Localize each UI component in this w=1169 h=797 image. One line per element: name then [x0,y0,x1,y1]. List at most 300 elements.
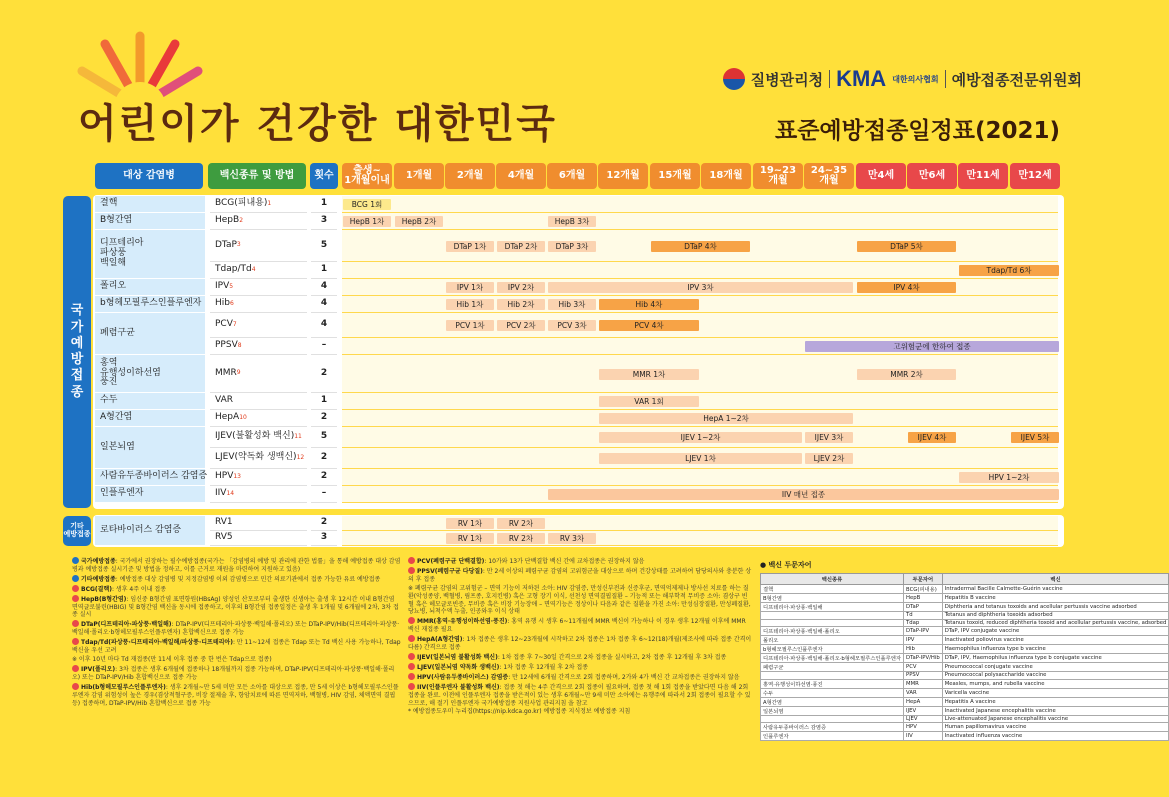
schedule-bar: LJEV 1차 [599,453,802,464]
row-vaccine [210,262,307,279]
row-disease: 사람유두종바이러스 감염증 [95,469,205,486]
row-vaccine-name: IPV [215,281,230,292]
abbr-cell: Tetanus and diphtheria toxoids adsorbed [942,612,1169,620]
logo-divider [829,70,830,88]
abbr-cell: DTaP-IPV [904,627,943,636]
header-age-3: 4개월 [496,163,546,189]
footnote-bullet-icon [72,585,79,592]
row-grid-1 [342,213,1058,230]
abbr-cell: Measles, mumps, and rubella vaccine [942,679,1169,688]
schedule-bar: RV 1차 [446,533,494,544]
header-age-8: 19~23 개월 [753,163,803,189]
footnote-text: : 1차 접종 후 7~30일 간격으로 2차 접종을 실시하고, 2차 접종 후 12개월 후 3차 접종 [497,653,727,661]
row-count: – [311,338,337,355]
footnote-title: HPV(사람유두종바이러스) 감염증 [417,673,509,681]
row-disease: A형간염 [95,410,205,427]
row-vaccine-name: Hib [215,298,230,309]
row-count: 3 [311,213,337,230]
row-vaccine [210,213,307,230]
footnote-text: : 접종 첫 해는 4주 간격으로 2회 접종이 필요하며, 접종 첫 해 1회 접종을 받았다면 다음 해 2회 접종을 완료. 이전에 인플루엔자 접종을 받은적이 있는 생후 6개월~만 9세 미만 소아에는 유행주에 따라서 2회 접종이 필요할 수 있으므로, 해 절기 인플루엔자 국가예방접종 지원사업 관리지침 을 참고 [408,683,751,707]
footnote-title: LJEV(일본뇌염 약독화 생백신) [417,663,500,671]
side-char: 방 [70,352,84,367]
abbr-cell: 결핵 [761,585,904,594]
footnote-bullet-icon [408,663,415,670]
row-vaccine [210,338,307,355]
footnote-title: HepB(B형간염) [81,595,127,603]
row-vaccine-name: HepA [215,412,240,423]
footnote-item [72,557,402,574]
footnote-bullet-icon [72,683,79,690]
abbr-row [761,688,1169,697]
abbreviation-title: ● 백신 두문자어 [760,561,812,569]
footnote-title: DTaP(디프테리아·파상풍·백일해) [81,621,172,629]
organization-logos [723,66,1082,92]
footnotes-left [72,557,402,708]
header-age-6: 15개월 [650,163,700,189]
row-grid-0 [342,196,1058,213]
abbr-cell [761,672,904,680]
header-vaccine: 백신종류 및 방법 [208,163,306,189]
schedule-bar: LJEV 2차 [805,453,853,464]
schedule-bar: IPV 1차 [446,282,494,293]
footnote-marker: 10 [239,413,247,421]
other-vaccination-label [63,516,91,546]
row-disease: 폴리오 [95,279,205,296]
row-disease: b형헤모필루스인플루엔자 [95,296,205,313]
row-vaccine-name: BCG(피내용) [215,198,268,209]
abbr-header-cell: 백신 [942,574,1169,585]
schedule-bar: Hib 4차 [599,299,699,310]
footnote-text: : 3차 접종은 생후 6개월에 접종하나 18개월까지 접종 가능하며, DTaP-IPV(디프테리아·파상풍·백일해·폴리오) 또는 DTaP-IPV/Hib 혼합백신으로 접종 가능 [72,665,395,681]
schedule-bar: RV 2차 [497,518,545,529]
row-vaccine [210,196,307,213]
row-count: 2 [311,448,337,469]
footnote-marker: 3 [236,241,241,249]
abbr-cell: Tetanus toxoid, reduced diphtheria toxoid and acellular pertussis vaccine, adsorbed [942,619,1169,627]
row-vaccine [210,279,307,296]
abbr-cell: Inactivated poliovirus vaccine [942,636,1169,645]
abbr-cell: 사람유두종바이러스 감염증 [761,723,904,732]
abbr-cell: IIV [904,732,943,741]
footnote-title: MMR(홍역·유행성이하선염·풍진) [417,618,508,626]
footnote-item [408,653,752,662]
schedule-bar: HepA 1~2차 [599,413,853,424]
footnote-marker: 12 [296,453,305,461]
abbr-cell [761,715,904,723]
footnote-marker: 2 [239,216,244,224]
row-count: 2 [311,355,337,393]
abbr-cell: PCV [904,663,943,672]
footnote-text: : 임신중 B형간염 표면항원(HBsAg) 양성인 산모로부터 출생한 신생아는 출생 후 12시간 이내 B형간염 면역글로불린(HBIG) 및 B형간염 백신을 동시에 접종하고, 이후의 B형간염 접종일정은 출생 후 1개월 및 6개월에 2차, 3차 접종 실시 [72,595,399,619]
row-count: 5 [311,230,337,262]
row-vaccine [210,230,307,262]
schedule-bar: HepB 2차 [395,216,443,227]
footnotes-right [408,557,752,717]
other-vaccine-name: RV1 [215,517,233,528]
footnote-item [408,557,752,566]
abbr-cell: DTaP, IPV conjugate vaccine [942,627,1169,636]
footnote-item [408,663,752,672]
row-disease: 결핵 [95,196,205,213]
row-grid-9 [342,393,1058,410]
footnote-item [72,665,402,682]
header-disease: 대상 감염병 [95,163,203,189]
national-vaccination-label [63,196,91,508]
abbr-cell: BCG(피내용) [904,585,943,594]
row-count: 4 [311,279,337,296]
abbr-cell: 인플루엔자 [761,732,904,741]
footnote-bullet-icon [408,683,415,690]
footnote-bullet-icon [72,638,79,645]
schedule-bar: PCV 2차 [497,320,545,331]
schedule-bar: Hib 1차 [446,299,494,310]
abbr-cell: IJEV [904,706,943,715]
header-age-10: 만4세 [856,163,906,189]
row-disease: 폐렴구균 [95,313,205,355]
header-count: 횟수 [310,163,338,189]
header-age-0: 출생~ 1개월이내 [342,163,392,189]
abbr-cell: Haemophilus influenza type b vaccine [942,645,1169,654]
footnote-bullet-icon [408,635,415,642]
abbr-row [761,654,1169,663]
footnote-item [72,683,402,708]
row-vaccine-name: Tdap/Td [215,264,252,275]
footnote-marker: 14 [226,489,235,497]
abbr-header-cell: 백신종류 [761,574,904,585]
row-vaccine [210,355,307,393]
abbr-cell: B형간염 [761,594,904,603]
abbr-cell: MMR [904,679,943,688]
row-vaccine [210,296,307,313]
abbr-cell: 폴리오 [761,636,904,645]
kdca-emblem-icon [723,68,745,90]
schedule-bar: PCV 1차 [446,320,494,331]
header-age-4: 6개월 [547,163,597,189]
footnote-title: IPV(폴리오) [81,665,116,673]
other-vaccine [210,516,307,531]
other-vaccine-name: RV5 [215,532,233,543]
abbr-cell: Tdap [904,619,943,627]
footnote-text: * 예방접종도우미 누리집(https://nip.kdca.go.kr) 예방접종 지식정보 예방접종 지침 [408,708,631,716]
footnote-title: HepA(A형간염) [417,636,463,644]
vaccine-abbreviation-table [760,560,1167,741]
org-committee: 예방접종전문위원회 [951,70,1082,89]
abbr-cell: IPV [904,636,943,645]
schedule-bar: Hib 3차 [548,299,596,310]
row-disease: 일본뇌염 [95,427,205,469]
other-disease: 로타바이러스 감염증 [95,516,205,546]
abbr-row [761,706,1169,715]
row-disease: 인플루엔자 [95,486,205,503]
footnote-text: : 1차 접종 후 12개월 후 2차 접종 [499,663,589,671]
abbr-cell: b형헤모필루스인플루엔자 [761,645,904,654]
footnote-text: : 10가와 13가 단백결합 백신 간에 교차접종은 권장하지 않음 [484,558,645,565]
footnote-bullet-icon [72,665,79,672]
org-kma-sub: 대한의사협회 [892,74,939,84]
footnote-bullet-icon [72,575,79,582]
footnote-marker: 7 [232,320,237,328]
schedule-bar: PCV 4차 [599,320,699,331]
footnote-bullet-icon [408,557,415,564]
row-count: 4 [311,313,337,338]
schedule-bar: HepB 3차 [548,216,596,227]
schedule-bar: RV 2차 [497,533,545,544]
logo-divider [945,70,946,88]
footnote-text: : 1차 접종은 생후 12~23개월에 시작하고 2차 접종은 1차 접종 후 6~12(18)개월(제조사에 따라 접종 간격이 다름) 간격으로 접종 [408,636,752,652]
row-vaccine [210,486,307,503]
abbr-header-cell: 두문자어 [904,574,943,585]
header-age-12: 만11세 [958,163,1008,189]
footnote-bullet-icon [408,567,415,574]
row-vaccine-name: DTaP [215,239,237,250]
footnote-marker: 4 [251,265,256,273]
abbr-cell: HepB [904,594,943,603]
main-title: 어린이가 건강한 대한민국 [78,100,557,147]
abbr-row [761,663,1169,672]
side-char: 접 [70,368,84,384]
abbr-cell: PPSV [904,672,943,680]
schedule-bar: PCV 3차 [548,320,596,331]
row-vaccine-name: MMR [215,367,237,378]
footnote-bullet-icon [408,673,415,680]
row-vaccine-name: HPV [215,471,234,482]
footnote-title: IIV(인플루엔자 불활성화 백신) [417,683,500,691]
footnote-text: : DTaP-IPV(디프테리아·파상풍·백일해·폴리오) 또는 DTaP-IPV/Hib(디프테리아·파상풍·백일해·폴리오·b형헤모필루스인플루엔자) 혼합백신으로 접종 가능 [72,621,400,637]
footnote-marker: 11 [294,432,302,440]
footnote-item [408,708,752,716]
schedule-bar: IJEV 1~2차 [599,432,802,443]
other-count: 3 [311,531,337,546]
abbr-cell: Td [904,612,943,620]
header-age-2: 2개월 [445,163,495,189]
schedule-bar: HPV 1~2차 [959,472,1059,483]
abbr-row [761,697,1169,706]
footnote-text: : 만 11~12세 접종은 Tdap 또는 Td 백신 사용 가능하나, Tdap 백신을 우선 고려 [72,639,401,655]
footnote-item [408,673,752,682]
abbr-cell: DTaP, IPV, Haemophilus influenza type b conjugate vaccine [942,654,1169,663]
side-char: 가 [70,319,84,335]
footnote-marker: 8 [237,341,242,349]
row-vaccine [210,469,307,486]
abbr-cell: DTaP-IPV/Hib [904,654,943,663]
abbr-cell: Hepatitis A vaccine [942,697,1169,706]
footnote-bullet-icon [72,557,79,564]
footnote-item [408,567,752,584]
org-kma: KMA [836,66,887,91]
schedule-bar: IJEV 5차 [1011,432,1059,443]
abbr-cell: LJEV [904,715,943,723]
footnote-item [72,656,402,664]
row-grid-3 [342,262,1058,279]
footnote-title: PCV(폐렴구균 단백결합) [417,558,485,565]
footnote-bullet-icon [72,620,79,627]
abbr-cell: Live-attenuated Japanese encephalitis vaccine [942,715,1169,723]
footnote-text: : 생후 4주 이내 접종 [111,585,167,593]
schedule-bar: IPV 3차 [548,282,853,293]
abbr-cell: HPV [904,723,943,732]
row-vaccine-name: IIV [215,488,227,499]
footnote-text: : 홍역 유행 시 생후 6~11개월에 MMR 백신이 가능하나 이 경우 생후 12개월 이후에 MMR 백신 재접종 필요 [408,618,746,634]
schedule-bar: DTaP 1차 [446,241,494,252]
abbr-cell: Pneumococcal polysaccharide vaccine [942,672,1169,680]
footnote-title: 기타예방접종 [81,575,116,583]
abbr-cell: 홍역·유행성이하선염·풍진 [761,679,904,688]
abbr-cell: 폐렴구균 [761,663,904,672]
footnote-title: IJEV(일본뇌염 불활성화 백신) [417,653,498,661]
abbr-row [761,679,1169,688]
footnote-marker: 6 [229,299,234,307]
footnote-item [408,617,752,634]
row-count: 2 [311,469,337,486]
footnote-marker: 1 [267,199,272,207]
schedule-bar: IPV 2차 [497,282,545,293]
row-disease: 홍역 유행성이하선염 풍진 [95,355,205,393]
abbr-cell: HepA [904,697,943,706]
header-age-1: 1개월 [394,163,444,189]
footnote-bullet-icon [72,595,79,602]
abbr-cell: 수두 [761,688,904,697]
row-count: 1 [311,196,337,213]
side-char: 국 [70,303,84,319]
footnote-item [72,595,402,620]
schedule-bar: DTaP 4차 [651,241,750,252]
footnote-text: ※ 이후 10년 마다 Td 재접종(만 11세 이후 접종 중 한 번은 Tdap으로 접종) [72,655,272,663]
schedule-bar: VAR 1회 [599,396,699,407]
footnote-marker: 9 [236,369,241,377]
footnote-text: ※ 폐렴구균 감염의 고위험군 – 면역 기능이 저하된 소아: HIV 감염증, 만성신부전과 신증후군, 면역억제제나 방사선 치료를 하는 질환(악성종양, 백혈병, 림프종, 호지킨병) 혹은 고형 장기 이식, 선천성 면역결핍질환 – 기능적 또는 해부학적 무비증 소아: 겸상구 빈혈 혹은 헤모글로빈증, 무비증 혹은 비장 기능장애 – 면역기능은 정상이나 다음과 같은 질환을 가진 소아: 만성심장질환, 만성폐질환, 당뇨병, 뇌척수액 누출, 인공와우 이식 상태 [408,584,751,616]
other-vaccine [210,531,307,546]
row-vaccine-name: VAR [215,395,233,406]
schedule-bar: MMR 1차 [599,369,699,380]
row-count: 5 [311,427,337,448]
row-vaccine-name: PCV [215,319,233,330]
row-count: 4 [311,296,337,313]
footnote-item [72,575,402,584]
abbr-row [761,672,1169,680]
row-count: 2 [311,410,337,427]
schedule-bar: DTaP 3차 [548,241,596,252]
footnote-marker: 5 [229,282,234,290]
footnote-marker: 13 [233,472,241,480]
abbr-cell: Varicella vaccine [942,688,1169,697]
footnote-item [72,620,402,637]
schedule-bar: 고위험군에 한하여 접종 [805,341,1059,352]
schedule-bar: Tdap/Td 6차 [959,265,1059,276]
abbr-cell: 디프테리아·파상풍·백일해·폴리오·b형헤모필루스인플루엔자 [761,654,904,663]
abbr-cell: Pneumococcal conjugate vaccine [942,663,1169,672]
footnote-item [72,638,402,655]
row-count: 1 [311,262,337,279]
row-count: – [311,486,337,503]
footnote-bullet-icon [408,653,415,660]
footnote-text: : 만 12세에 6개월 간격으로 2회 접종하며, 2가와 4가 백신 간 교차접종은 권장하지 않음 [508,673,740,681]
schedule-bar: DTaP 5차 [857,241,956,252]
schedule-title: 표준예방접종일정표(2021) [775,118,1060,144]
abbr-row [761,732,1169,741]
footnote-title: 국가예방접종 [81,558,116,565]
header-age-13: 만12세 [1010,163,1060,189]
schedule-bar: IJEV 3차 [805,432,853,443]
abbr-row [761,723,1169,732]
footnote-title: PPSV(폐렴구균 다당질) [417,567,483,575]
abbr-row [761,603,1169,612]
abbr-row [761,619,1169,627]
footnote-item [408,585,752,617]
row-grid-13 [342,469,1058,486]
abbr-row [761,645,1169,654]
header-age-5: 12개월 [598,163,648,189]
abbr-cell: 일본뇌염 [761,706,904,715]
abbr-row [761,627,1169,636]
schedule-bar: Hib 2차 [497,299,545,310]
abbr-cell [761,619,904,627]
schedule-bar: MMR 2차 [857,369,956,380]
row-vaccine-name: IJEV(불활성화 백신) [215,431,295,442]
footnote-text: : 예방접종 대상 감염병 및 지정감염병 이외 감염병으로 민간 의료기관에서 접종 가능한 유료 예방접종 [115,575,381,583]
side-char: 예방접종 [63,530,91,538]
abbr-cell [761,612,904,620]
row-vaccine [210,313,307,338]
abbr-cell: Inactivated influenza vaccine [942,732,1169,741]
side-char: 예 [70,335,84,351]
schedule-bar: RV 1차 [446,518,494,529]
side-char: 기타 [70,522,84,531]
abbr-row [761,612,1169,620]
org-kdca: 질병관리청 [750,70,824,89]
footnote-text: : 국가에서 권장하는 필수예방접종(국가는 「감염병의 예방 및 관리에 관한 법률」을 통해 예방접종 대상 감염병과 예방접종 실시기준 및 방법을 정하고, 이를 근거로 재원을 마련하여 지원하고 있음) [72,558,401,573]
row-vaccine [210,427,307,448]
footnote-item [408,635,752,652]
abbr-cell: A형간염 [761,697,904,706]
abbr-cell: Human papillomavirus vaccine [942,723,1169,732]
schedule-bar: IPV 4차 [857,282,956,293]
abbr-cell: Intradermal Bacille Calmette-Guérin vaccine [942,585,1169,594]
footnote-title: Tdap/Td(파상풍·디프테리아·백일해/파상풍·디프테리아) [81,639,233,647]
footnote-text: : 생후 2개월~만 5세 미만 모든 소아를 대상으로 접종, 만 5세 이상은 b형헤모필루스인플루엔자 감염 위험성이 높은 경우(겸상적혈구증, 비장 절제술 후, 항암치료에 따른 면역저하, 백혈병, HIV 감염, 체액면역 결핍 등) 접종하며, DTaP-IPV/Hib 혼합백신으로 접종 가능 [72,683,399,707]
footnote-bullet-icon [408,617,415,624]
schedule-bar: HepB 1차 [343,216,391,227]
schedule-bar: RV 3차 [548,533,596,544]
abbr-cell: Hepatitis B vaccine [942,594,1169,603]
footnote-title: Hib(b형헤모필루스인플루엔자) [81,683,166,691]
abbr-row [761,715,1169,723]
abbr-cell: 디프테리아·파상풍·백일해 [761,603,904,612]
footnote-text: : 만 2세 이상의 폐렴구균 감염의 고위험군을 대상으로 하며 건강상태를 고려하여 담당의사와 충분한 상의 후 접종 [408,567,752,583]
footnote-item [72,585,402,594]
abbr-cell: VAR [904,688,943,697]
abbr-cell: Hib [904,645,943,654]
schedule-bar: BCG 1회 [343,199,391,210]
row-vaccine [210,393,307,410]
row-vaccine-name: HepB [215,215,240,226]
side-char: 종 [70,384,84,400]
footnote-item [408,683,752,708]
row-vaccine-name: LJEV(약독화 생백신) [215,452,297,463]
abbr-cell: DTaP [904,603,943,612]
abbr-row [761,585,1169,594]
row-disease: 수두 [95,393,205,410]
abbr-row [761,636,1169,645]
schedule-bar: DTaP 2차 [497,241,545,252]
schedule-bar: IIV 매년 접종 [548,489,1059,500]
header-age-7: 18개월 [701,163,751,189]
header-age-9: 24~35 개월 [804,163,854,189]
abbr-cell: Inactivated Japanese encephalitis vaccine [942,706,1169,715]
other-count: 2 [311,516,337,531]
row-disease: 디프테리아 파상풍 백일해 [95,230,205,279]
row-vaccine-name: PPSV [215,340,238,351]
abbr-cell: Diphtheria and tetanus toxoids and acellular pertussis vaccine adsorbed [942,603,1169,612]
